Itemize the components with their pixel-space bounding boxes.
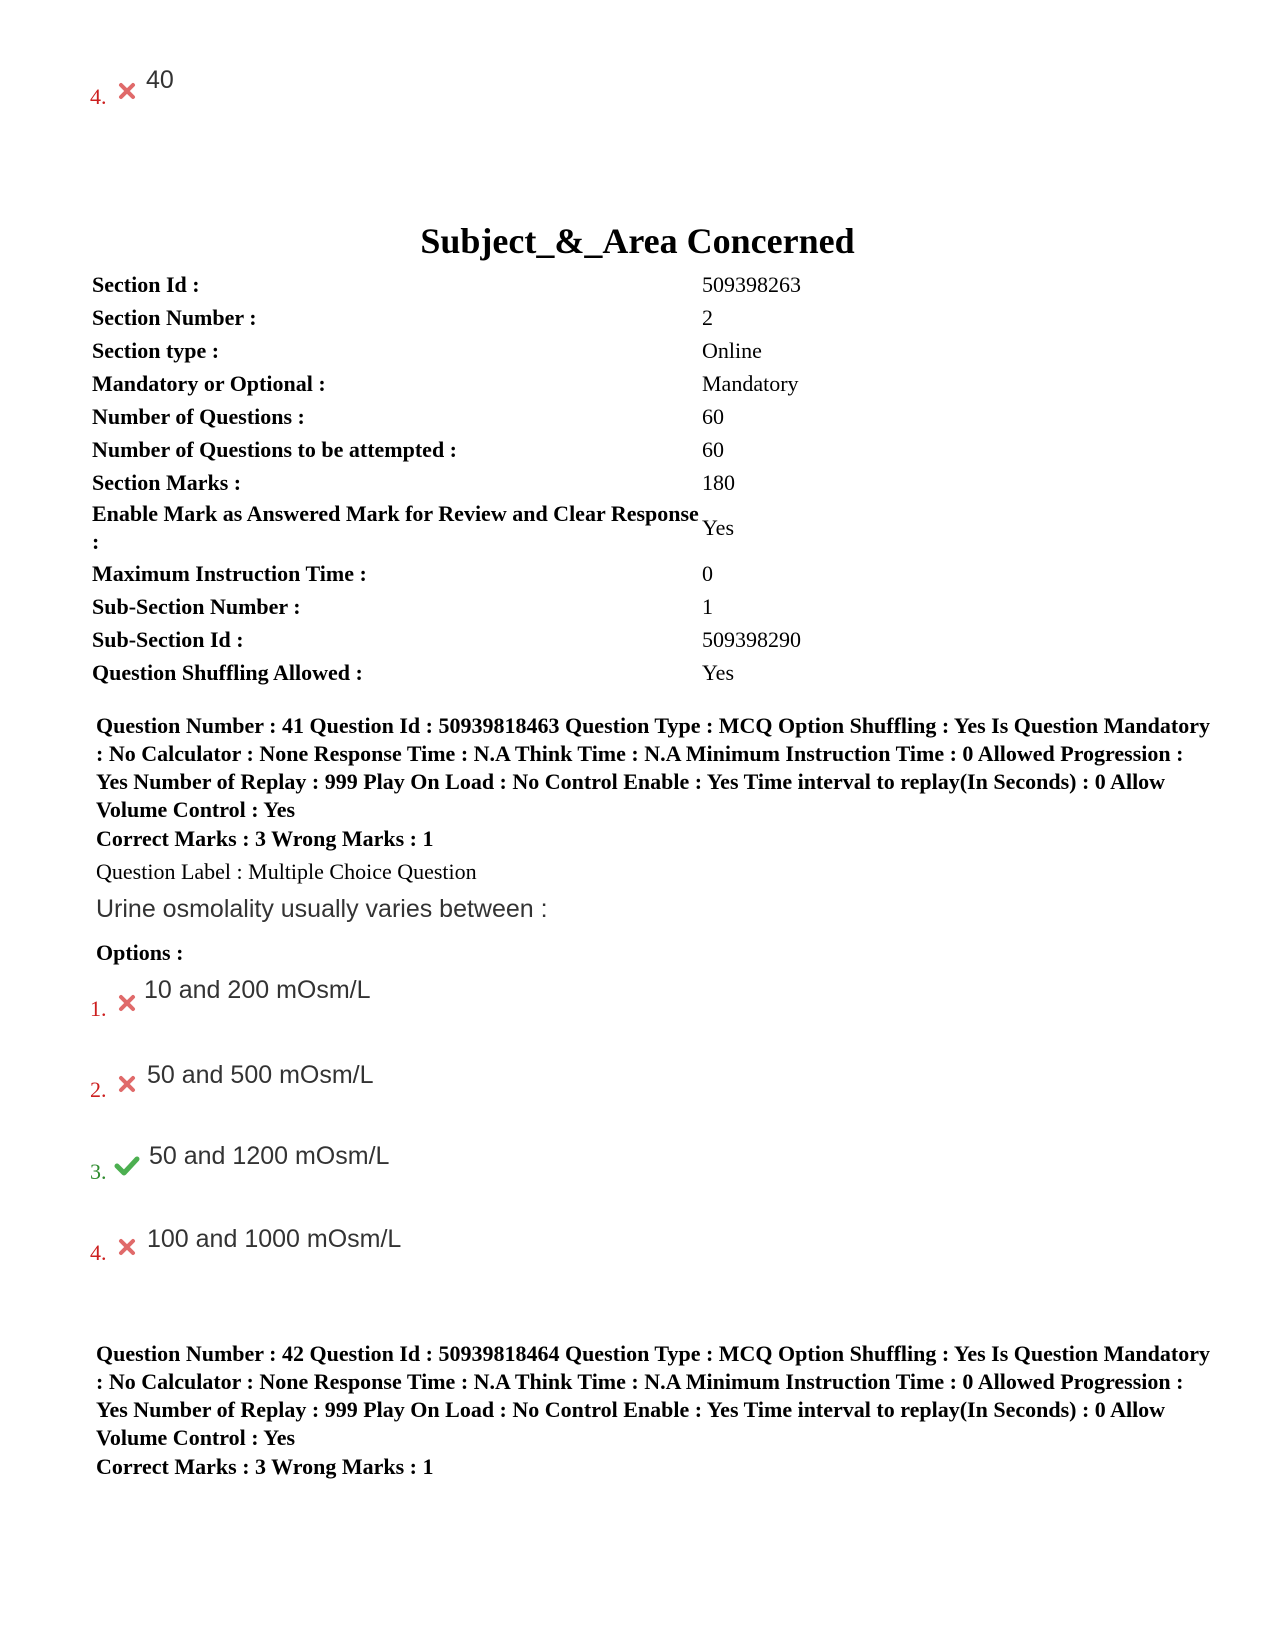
info-value: Yes [702,659,735,685]
info-row-section-number [92,301,1192,334]
info-row-sub-section-id [92,623,1192,656]
info-label: Number of Questions : [92,403,305,429]
check-icon [114,1155,140,1177]
prev-option-4-number: 4. [90,84,107,109]
info-value: Yes [702,515,735,540]
info-value: 0 [702,560,713,586]
info-value: 60 [702,436,724,462]
info-label: Sub-Section Id : [92,626,244,652]
info-label: Number of Questions to be attempted : [92,436,458,462]
info-label: Section Marks : [92,469,242,495]
option-3-number: 3. [90,1159,107,1184]
option-2-number: 2. [90,1077,107,1102]
info-label: Enable Mark as Answered Mark for Review and Clear Response : [92,501,699,554]
option-4-text: 100 and 1000 mOsm/L [147,1225,402,1253]
option-3-text: 50 and 1200 mOsm/L [149,1142,390,1170]
section-title: Subject_&_Area Concerned [420,221,855,261]
info-row-max-instruction-time [92,557,1192,590]
info-row-section-marks [92,466,1192,499]
option-1-text: 10 and 200 mOsm/L [144,976,371,1004]
option-1-number: 1. [90,996,107,1021]
info-row-enable-mark [92,499,1192,557]
info-label: Question Shuffling Allowed : [92,659,363,685]
info-label: Sub-Section Number : [92,593,301,619]
question-42-meta: Question Number : 42 Question Id : 50939818464 Question Type : MCQ Option Shuffling : Yes Is Question Mandatory : No Calculator : None Response Time : N.A Think Time : N.A Minimum Instruction Time : 0 Allowed Progression : Yes Number of Replay : 999 Play On Load : No Control Enable : Yes Time interval to replay(In Seconds) : 0 Allow Volume Control : Yes [96,1341,1210,1450]
options-heading: Options : [96,940,184,965]
info-label: Section type : [92,337,220,363]
question-42-marks: Correct Marks : 3 Wrong Marks : 1 [96,1454,434,1479]
info-value: Mandatory [702,370,799,396]
info-value: 1 [702,593,713,619]
info-row-questions-to-attempt [92,433,1192,466]
info-row-number-of-questions [92,400,1192,433]
info-label: Section Id : [92,271,200,297]
info-label: Maximum Instruction Time : [92,560,367,586]
info-value: Online [702,337,762,363]
cross-icon [118,994,136,1012]
question-41-text: Urine osmolality usually varies between : [96,895,548,923]
info-value: 509398290 [702,626,801,652]
section-info-table [92,268,1192,689]
info-label: Section Number : [92,304,257,330]
info-value: 509398263 [702,271,801,297]
cross-icon [118,1075,136,1093]
info-value: 2 [702,304,713,330]
info-value: 180 [702,469,735,495]
info-row-section-type [92,334,1192,367]
info-label: Mandatory or Optional : [92,370,326,396]
prev-option-4-text: 40 [146,66,174,94]
question-41-meta: Question Number : 41 Question Id : 50939818463 Question Type : MCQ Option Shuffling : Yes Is Question Mandatory : No Calculator : None Response Time : N.A Think Time : N.A Minimum Instruction Time : 0 Allowed Progression : Yes Number of Replay : 999 Play On Load : No Control Enable : Yes Time interval to replay(In Seconds) : 0 Allow Volume Control : Yes [96,713,1210,822]
option-2-text: 50 and 500 mOsm/L [147,1061,374,1089]
info-row-mandatory [92,367,1192,400]
info-value: 60 [702,403,724,429]
info-row-section-id [92,268,1192,301]
cross-icon [118,1238,136,1256]
option-4-number: 4. [90,1240,107,1265]
info-row-question-shuffling [92,656,1192,689]
info-row-sub-section-number [92,590,1192,623]
question-41-label: Question Label : Multiple Choice Question [96,859,477,884]
cross-icon [118,82,136,100]
question-41-marks: Correct Marks : 3 Wrong Marks : 1 [96,826,434,851]
